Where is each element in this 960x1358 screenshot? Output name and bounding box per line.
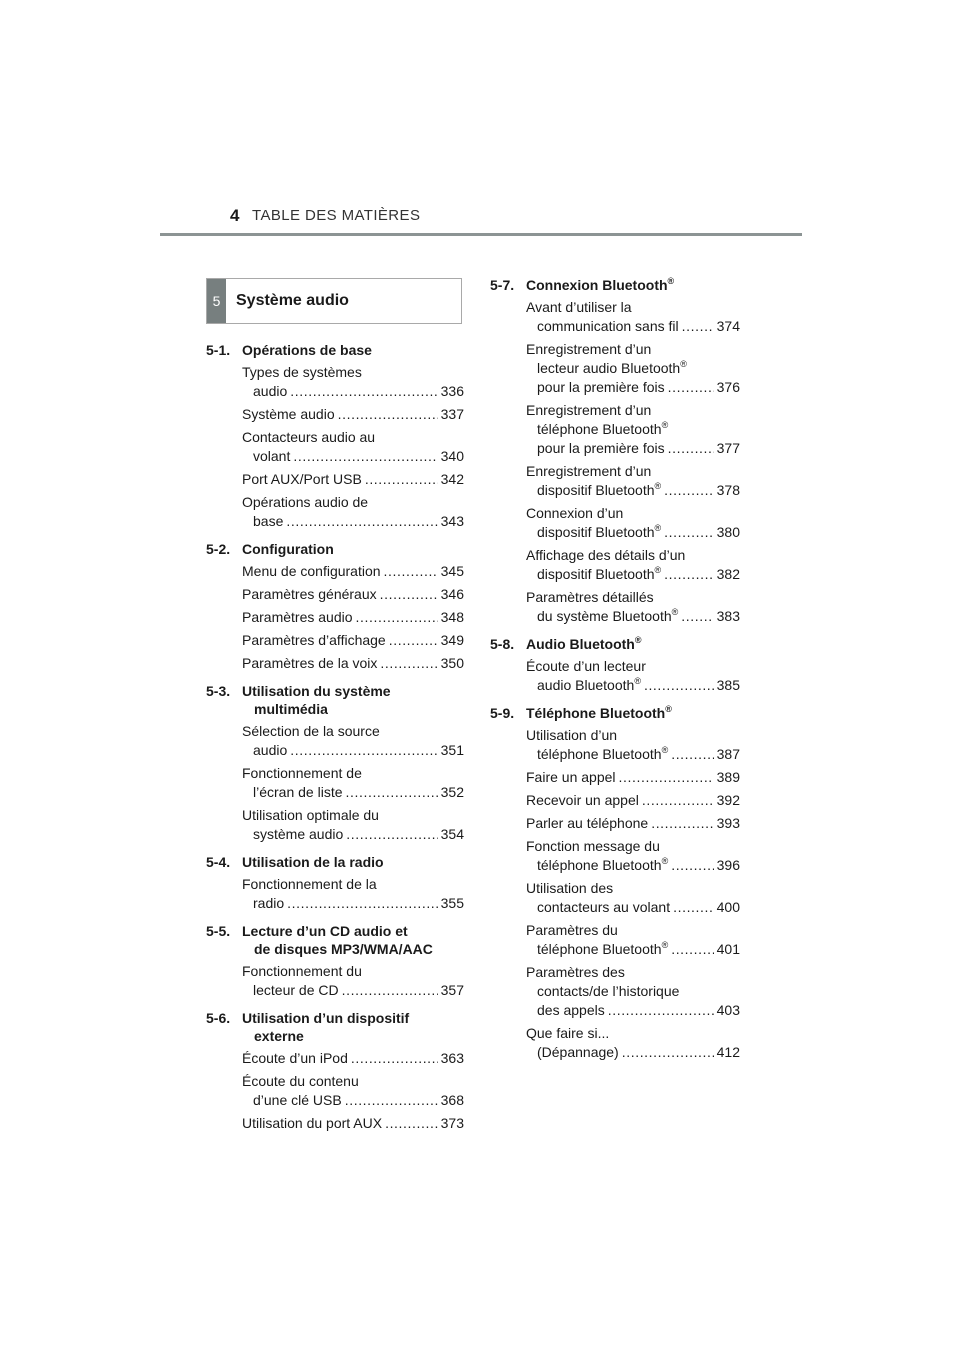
section-title: Connexion Bluetooth® [526, 276, 675, 293]
toc-entry[interactable] [242, 654, 464, 673]
toc-entry[interactable] [526, 340, 740, 397]
entry-text: Enregistrement d’un [526, 402, 652, 418]
entry-text: du système Bluetooth® [537, 607, 679, 624]
entry-text: Paramètres détaillés [526, 589, 654, 605]
toc-column-right [490, 276, 740, 1062]
entry-text: Utilisation optimale du [242, 807, 379, 823]
toc-entry[interactable] [242, 1072, 464, 1110]
dot-leader [651, 814, 713, 833]
toc-entry[interactable] [526, 814, 740, 833]
page-number: 4 [230, 206, 240, 225]
toc-entry[interactable] [242, 585, 464, 604]
dot-leader [290, 382, 437, 401]
dot-leader [671, 940, 713, 959]
header-title: TABLE DES MATIÈRES [252, 207, 421, 224]
dot-leader [290, 741, 437, 760]
page-reference: 377 [716, 440, 740, 456]
entry-text: Affichage des détails d’un [526, 547, 686, 563]
toc-entry[interactable] [242, 875, 464, 913]
toc-entry[interactable] [242, 806, 464, 844]
page-reference: 343 [440, 513, 464, 529]
toc-entry[interactable] [242, 428, 464, 466]
page-reference: 401 [716, 941, 740, 957]
entry-text: Fonction message du [526, 838, 660, 854]
entry-text: Utilisation du port AUX [242, 1115, 383, 1131]
toc-entry[interactable] [526, 879, 740, 917]
page-reference: 380 [716, 524, 740, 540]
dot-leader [351, 1049, 438, 1068]
page-reference: 346 [440, 586, 464, 602]
entry-text: base [253, 513, 284, 529]
toc-section [490, 276, 740, 294]
toc-entry[interactable] [242, 962, 464, 1000]
section-number: 5-4. [206, 854, 231, 870]
page-reference: 373 [440, 1115, 464, 1131]
entry-text: Système audio [242, 406, 335, 422]
entry-text: Écoute d’un iPod [242, 1050, 348, 1066]
page-reference: 368 [440, 1092, 464, 1108]
section-title: Utilisation du système multimédia [242, 683, 391, 717]
dot-leader [342, 981, 438, 1000]
toc-entry[interactable] [526, 1024, 740, 1062]
page-reference: 354 [440, 826, 464, 842]
toc-entry[interactable] [526, 504, 740, 542]
toc-entry[interactable] [242, 1049, 464, 1068]
toc-entry[interactable] [526, 462, 740, 500]
page-reference: 340 [440, 448, 464, 464]
entry-text: Avant d’utiliser la [526, 299, 632, 315]
toc-entry[interactable] [526, 791, 740, 810]
toc-section [206, 341, 464, 359]
entry-text: Opérations audio de [242, 494, 369, 510]
entry-text: des appels [537, 1002, 605, 1018]
entry-text: d’une clé USB [253, 1092, 342, 1108]
dot-leader [389, 631, 438, 650]
entry-text: audio [253, 383, 288, 399]
entry-text: contacts/de l’historique [537, 983, 680, 999]
entry-text: Paramètres généraux [242, 586, 377, 602]
page-reference: 342 [440, 471, 464, 487]
toc-entry[interactable] [242, 470, 464, 489]
page-reference: 378 [716, 482, 740, 498]
dot-leader [681, 607, 713, 626]
section-number: 5-6. [206, 1010, 231, 1026]
toc-entry[interactable] [242, 363, 464, 401]
entry-text: Parler au téléphone [526, 815, 649, 831]
entry-text: Enregistrement d’un [526, 341, 652, 357]
dot-leader [380, 654, 437, 673]
dot-leader [356, 608, 438, 627]
page-reference: 387 [716, 746, 740, 762]
toc-column-left [206, 341, 464, 1133]
dot-leader [668, 378, 714, 397]
page-reference: 351 [440, 742, 464, 758]
page-reference: 349 [440, 632, 464, 648]
section-number: 5-1. [206, 342, 231, 358]
dot-leader [365, 470, 438, 489]
page-reference: 385 [716, 677, 740, 693]
dot-leader [608, 1001, 714, 1020]
toc-entry[interactable] [526, 963, 740, 1020]
page-header [160, 205, 802, 235]
entry-text: téléphone Bluetooth® [537, 420, 669, 437]
section-number: 5-7. [490, 277, 515, 293]
toc-entry[interactable] [526, 726, 740, 764]
toc-section [206, 853, 464, 871]
entry-text: Sélection de la source [242, 723, 380, 739]
entry-text: Menu de configuration [242, 563, 381, 579]
section-title: Opérations de base [242, 342, 372, 358]
dot-leader [671, 745, 713, 764]
section-number: 5-3. [206, 683, 231, 699]
dot-leader [346, 825, 437, 844]
entry-text: dispositif Bluetooth® [537, 523, 662, 540]
dot-leader [668, 439, 714, 458]
page-reference: 337 [440, 406, 464, 422]
entry-text: Paramètres d’affichage [242, 632, 386, 648]
entry-text: radio [253, 895, 285, 911]
entry-text: Paramètres audio [242, 609, 353, 625]
entry-text: Que faire si... [526, 1025, 610, 1041]
page-reference: 396 [716, 857, 740, 873]
entry-text: Types de systèmes [242, 364, 362, 380]
toc-entry[interactable] [526, 401, 740, 458]
entry-text: pour la première fois [537, 440, 665, 456]
page-reference: 355 [440, 895, 464, 911]
toc-section [206, 922, 464, 958]
header-rule [160, 233, 802, 236]
toc-entry[interactable] [242, 608, 464, 627]
page-reference: 393 [716, 815, 740, 831]
toc-entry[interactable] [526, 588, 740, 626]
entry-text: Paramètres de la voix [242, 655, 378, 671]
dot-leader [664, 523, 713, 542]
page-reference: 374 [716, 318, 740, 334]
toc-section [490, 635, 740, 653]
dot-leader [385, 1114, 438, 1133]
page-reference: 412 [716, 1044, 740, 1060]
dot-leader [673, 898, 714, 917]
entry-text: Écoute du contenu [242, 1073, 359, 1089]
dot-leader [622, 1043, 714, 1062]
entry-text: Faire un appel [526, 769, 616, 785]
page-reference: 392 [716, 792, 740, 808]
toc-entry[interactable] [242, 722, 464, 760]
entry-text: Utilisation d’un [526, 727, 618, 743]
entry-text: Contacteurs audio au [242, 429, 376, 445]
entry-text: Paramètres du [526, 922, 618, 938]
entry-text: Paramètres des [526, 964, 625, 980]
section-title: Configuration [242, 541, 334, 557]
page-reference: 352 [440, 784, 464, 800]
dot-leader [664, 481, 713, 500]
dot-leader [664, 565, 713, 584]
dot-leader [682, 317, 714, 336]
page-reference: 336 [440, 383, 464, 399]
entry-text: Enregistrement d’un [526, 463, 652, 479]
toc-entry[interactable] [526, 921, 740, 959]
page-reference: 350 [440, 655, 464, 671]
entry-text: Fonctionnement de [242, 765, 362, 781]
toc-entry[interactable] [526, 768, 740, 787]
entry-text: contacteurs au volant [537, 899, 671, 915]
entry-text: Utilisation des [526, 880, 614, 896]
entry-text: Écoute d’un lecteur [526, 658, 646, 674]
section-title: Utilisation de la radio [242, 854, 384, 870]
dot-leader [346, 783, 438, 802]
page-reference: 348 [440, 609, 464, 625]
dot-leader [286, 512, 437, 531]
toc-entry[interactable] [526, 298, 740, 336]
page-reference: 403 [716, 1002, 740, 1018]
toc-entry[interactable] [242, 764, 464, 802]
section-title: Audio Bluetooth® [526, 635, 642, 652]
entry-text: dispositif Bluetooth® [537, 565, 662, 582]
toc-section [206, 1009, 464, 1045]
toc-section [206, 682, 464, 718]
page-reference: 376 [716, 379, 740, 395]
entry-text: communication sans fil [537, 318, 679, 334]
toc-entry[interactable] [242, 631, 464, 650]
section-number: 5-8. [490, 636, 515, 652]
entry-text: lecteur de CD [253, 982, 339, 998]
toc-entry[interactable] [526, 837, 740, 875]
entry-text: Fonctionnement du [242, 963, 362, 979]
entry-text: téléphone Bluetooth® [537, 745, 669, 762]
entry-text: téléphone Bluetooth® [537, 940, 669, 957]
dot-leader [671, 856, 713, 875]
toc-entry[interactable] [242, 405, 464, 424]
dot-leader [287, 894, 438, 913]
entry-text: pour la première fois [537, 379, 665, 395]
page-reference: 382 [716, 566, 740, 582]
dot-leader [644, 676, 714, 695]
entry-text: téléphone Bluetooth® [537, 856, 669, 873]
section-number: 5-9. [490, 705, 515, 721]
page-reference: 357 [440, 982, 464, 998]
dot-leader [642, 791, 714, 810]
entry-text: lecteur audio Bluetooth® [537, 359, 687, 376]
dot-leader [338, 405, 438, 424]
toc-entry[interactable] [242, 1114, 464, 1133]
page-reference: 400 [716, 899, 740, 915]
dot-leader [384, 562, 438, 581]
section-title: Téléphone Bluetooth® [526, 704, 672, 721]
toc-entry[interactable] [526, 657, 740, 695]
toc-entry[interactable] [526, 546, 740, 584]
toc-section [490, 704, 740, 722]
entry-text: Recevoir un appel [526, 792, 639, 808]
chapter-number-tab: 5 [207, 279, 226, 323]
page-reference: 363 [440, 1050, 464, 1066]
entry-text: l’écran de liste [253, 784, 343, 800]
section-number: 5-5. [206, 923, 231, 939]
dot-leader [380, 585, 438, 604]
entry-text: dispositif Bluetooth® [537, 481, 662, 498]
dot-leader [293, 447, 437, 466]
dot-leader [619, 768, 714, 787]
entry-text: volant [253, 448, 291, 464]
entry-text: système audio [253, 826, 344, 842]
section-number: 5-2. [206, 541, 231, 557]
toc-entry[interactable] [242, 493, 464, 531]
toc-section [206, 540, 464, 558]
page-reference: 345 [440, 563, 464, 579]
entry-text: Fonctionnement de la [242, 876, 377, 892]
toc-entry[interactable] [242, 562, 464, 581]
entry-text: audio Bluetooth® [537, 676, 641, 693]
chapter-title: Système audio [236, 292, 349, 309]
page-reference: 383 [716, 608, 740, 624]
entry-text: Port AUX/Port USB [242, 471, 362, 487]
entry-text: Connexion d’un [526, 505, 624, 521]
entry-text: (Dépannage) [537, 1044, 619, 1060]
page-reference: 389 [716, 769, 740, 785]
entry-text: audio [253, 742, 288, 758]
dot-leader [345, 1091, 438, 1110]
section-title: Utilisation d’un dispositif externe [242, 1010, 410, 1044]
chapter-heading [206, 278, 462, 324]
section-title: Lecture d’un CD audio et de disques MP3/WMA/AAC [242, 923, 433, 957]
